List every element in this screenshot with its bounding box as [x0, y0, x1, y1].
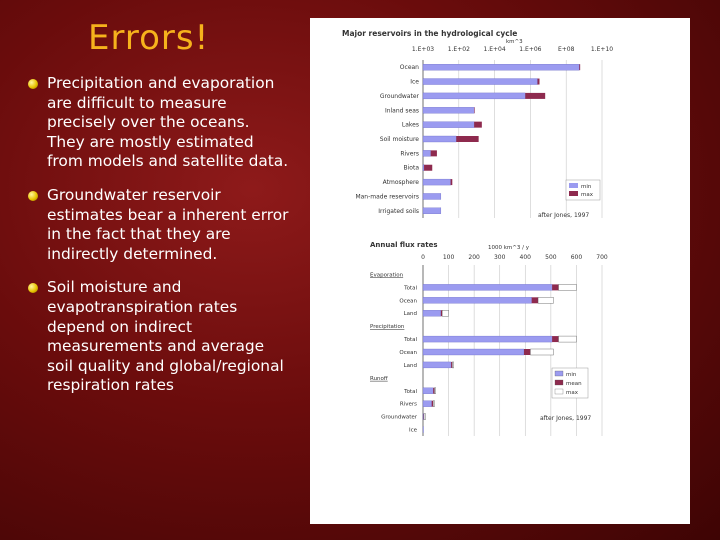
reservoir-bar-min — [423, 208, 441, 214]
bullet-dot-icon — [28, 79, 38, 89]
flux-bar-min — [423, 401, 432, 407]
flux-tick-label: 100 — [442, 254, 455, 261]
reservoir-bar-min — [423, 193, 441, 199]
flux-category-label: Total — [404, 337, 417, 344]
reservoir-category-label: Irrigated soils — [378, 207, 419, 215]
flux-bar-min — [423, 362, 451, 368]
reservoir-category-label: Rivers — [400, 150, 419, 158]
bullet-item — [28, 186, 290, 264]
flux-tick-label: 500 — [545, 254, 557, 261]
reservoir-category-label: Man-made reservoirs — [355, 193, 419, 201]
reservoir-category-label: Groundwater — [379, 92, 419, 100]
flux-bar-max — [559, 284, 577, 290]
bullet-text: Groundwater reservoir estimates bear a inherent error in the fact that they are indirectly determined. — [47, 185, 289, 263]
slide-title: Errors! — [88, 18, 210, 58]
flux-bar-max — [530, 349, 553, 355]
flux-category-label: Land — [403, 311, 417, 318]
flux-group-label: Runoff — [370, 375, 388, 382]
reservoir-category-label: Ice — [410, 78, 419, 86]
reservoir-unit-label: km^3 — [506, 39, 523, 45]
reservoir-bar-min — [423, 122, 474, 128]
reservoir-bar-min — [423, 64, 579, 70]
flux-chart-title: Annual flux rates — [370, 241, 438, 249]
flux-bar-min — [423, 388, 433, 394]
flux-category-label: Ocean — [399, 298, 417, 305]
reservoir-tick-label: 1.E+04 — [483, 46, 506, 53]
reservoir-bar-max — [431, 150, 437, 156]
flux-legend-swatch — [555, 380, 563, 385]
flux-bar-mean — [552, 336, 558, 342]
reservoir-bar-max — [474, 122, 482, 128]
flux-bar-min — [423, 427, 424, 433]
reservoir-bar-min — [423, 179, 451, 185]
flux-legend-label: min — [566, 372, 577, 378]
reservoir-legend-label: min — [581, 184, 592, 190]
reservoir-chart-title: Major reservoirs in the hydrological cycle — [342, 29, 518, 38]
bullet-list — [28, 74, 290, 410]
flux-bar-max — [452, 362, 453, 368]
reservoir-legend-label: max — [581, 192, 593, 198]
reservoir-category-label: Biota — [403, 164, 419, 172]
flux-tick-label: 300 — [493, 254, 506, 261]
reservoir-bar-max — [451, 179, 453, 185]
flux-bar-min — [423, 297, 532, 303]
reservoir-bar-max — [579, 64, 580, 70]
reservoir-legend-swatch — [569, 183, 578, 188]
reservoir-bar-min — [423, 150, 431, 156]
reservoir-bar-max — [456, 136, 478, 142]
reservoir-category-label: Atmosphere — [382, 179, 419, 187]
flux-source-note: after Jones, 1997 — [540, 415, 592, 422]
reservoir-bar-min — [423, 107, 474, 113]
flux-category-label: Ice — [408, 427, 417, 434]
reservoir-bar-min — [423, 165, 424, 171]
flux-category-label: Ocean — [399, 350, 417, 356]
reservoir-bar-min — [423, 93, 525, 99]
reservoir-category-label: Soil moisture — [379, 136, 419, 143]
flux-group-label: Evaporation — [370, 272, 404, 279]
flux-bar-min — [423, 414, 424, 420]
flux-bar-min — [423, 310, 441, 316]
flux-bar-mean — [532, 297, 538, 303]
reservoir-bar-max — [537, 79, 539, 85]
flux-bar-mean — [524, 349, 530, 355]
bullet-item — [28, 74, 290, 172]
flux-bar-max — [433, 401, 434, 407]
flux-tick-label: 600 — [570, 254, 583, 261]
flux-bar-min — [423, 336, 552, 342]
flux-bar-mean — [552, 284, 558, 290]
flux-legend-swatch — [555, 371, 563, 376]
figure-panel — [310, 18, 690, 524]
flux-bar-max — [424, 414, 426, 420]
reservoir-tick-label: 1.E+10 — [590, 46, 614, 53]
reservoir-source-note: after Jones, 1997 — [538, 212, 590, 219]
flux-category-label: Total — [404, 388, 417, 395]
reservoir-bar-max — [525, 93, 545, 99]
flux-tick-label: 0 — [421, 254, 425, 261]
reservoir-tick-label: 1.E+06 — [519, 46, 542, 53]
flux-category-label: Total — [404, 285, 417, 292]
bullet-text: Soil moisture and evapotranspiration rates depend on indirect measurements and average soil quality and global/regional respiration rates — [47, 278, 284, 395]
reservoir-tick-label: E+08 — [557, 46, 575, 53]
bullet-dot-icon — [28, 283, 38, 293]
reservoir-tick-label: 1.E+02 — [447, 46, 470, 53]
flux-group-label: Precipitation — [370, 324, 405, 331]
reservoir-category-label: Inland seas — [384, 107, 419, 115]
reservoir-bar-min — [423, 136, 456, 142]
bullet-text: Precipitation and evaporation are difficult to measure precisely over the oceans. They are mostly estimated from models and satellite data. — [47, 74, 289, 171]
flux-bar-max — [442, 310, 448, 316]
flux-legend-label: max — [566, 390, 578, 396]
reservoir-legend-swatch — [569, 191, 578, 196]
flux-tick-label: 200 — [468, 254, 480, 261]
reservoir-bar-max — [474, 107, 475, 113]
flux-bar-min — [423, 349, 524, 355]
charts-figure — [310, 18, 690, 524]
reservoir-bar-max — [424, 165, 432, 171]
reservoir-category-label: Lakes — [401, 121, 419, 129]
flux-bar-mean — [432, 401, 434, 407]
reservoir-tick-label: 1.E+03 — [411, 46, 435, 53]
flux-category-label: Groundwater — [381, 414, 417, 421]
reservoir-category-label: Ocean — [399, 64, 419, 72]
reservoir-bar-min — [423, 79, 537, 85]
flux-legend-swatch — [555, 389, 563, 394]
bullet-item — [28, 278, 290, 396]
flux-unit-label: 1000 km^3 / y — [488, 245, 530, 251]
flux-bar-max — [559, 336, 577, 342]
flux-tick-label: 400 — [519, 254, 532, 261]
flux-category-label: Land — [403, 362, 417, 369]
flux-bar-max — [435, 388, 436, 394]
bullet-dot-icon — [28, 191, 38, 201]
flux-bar-max — [538, 297, 553, 303]
flux-legend-label: mean — [566, 381, 582, 387]
flux-bar-min — [423, 284, 552, 290]
flux-category-label: Rivers — [399, 401, 417, 408]
flux-tick-label: 700 — [596, 254, 608, 261]
